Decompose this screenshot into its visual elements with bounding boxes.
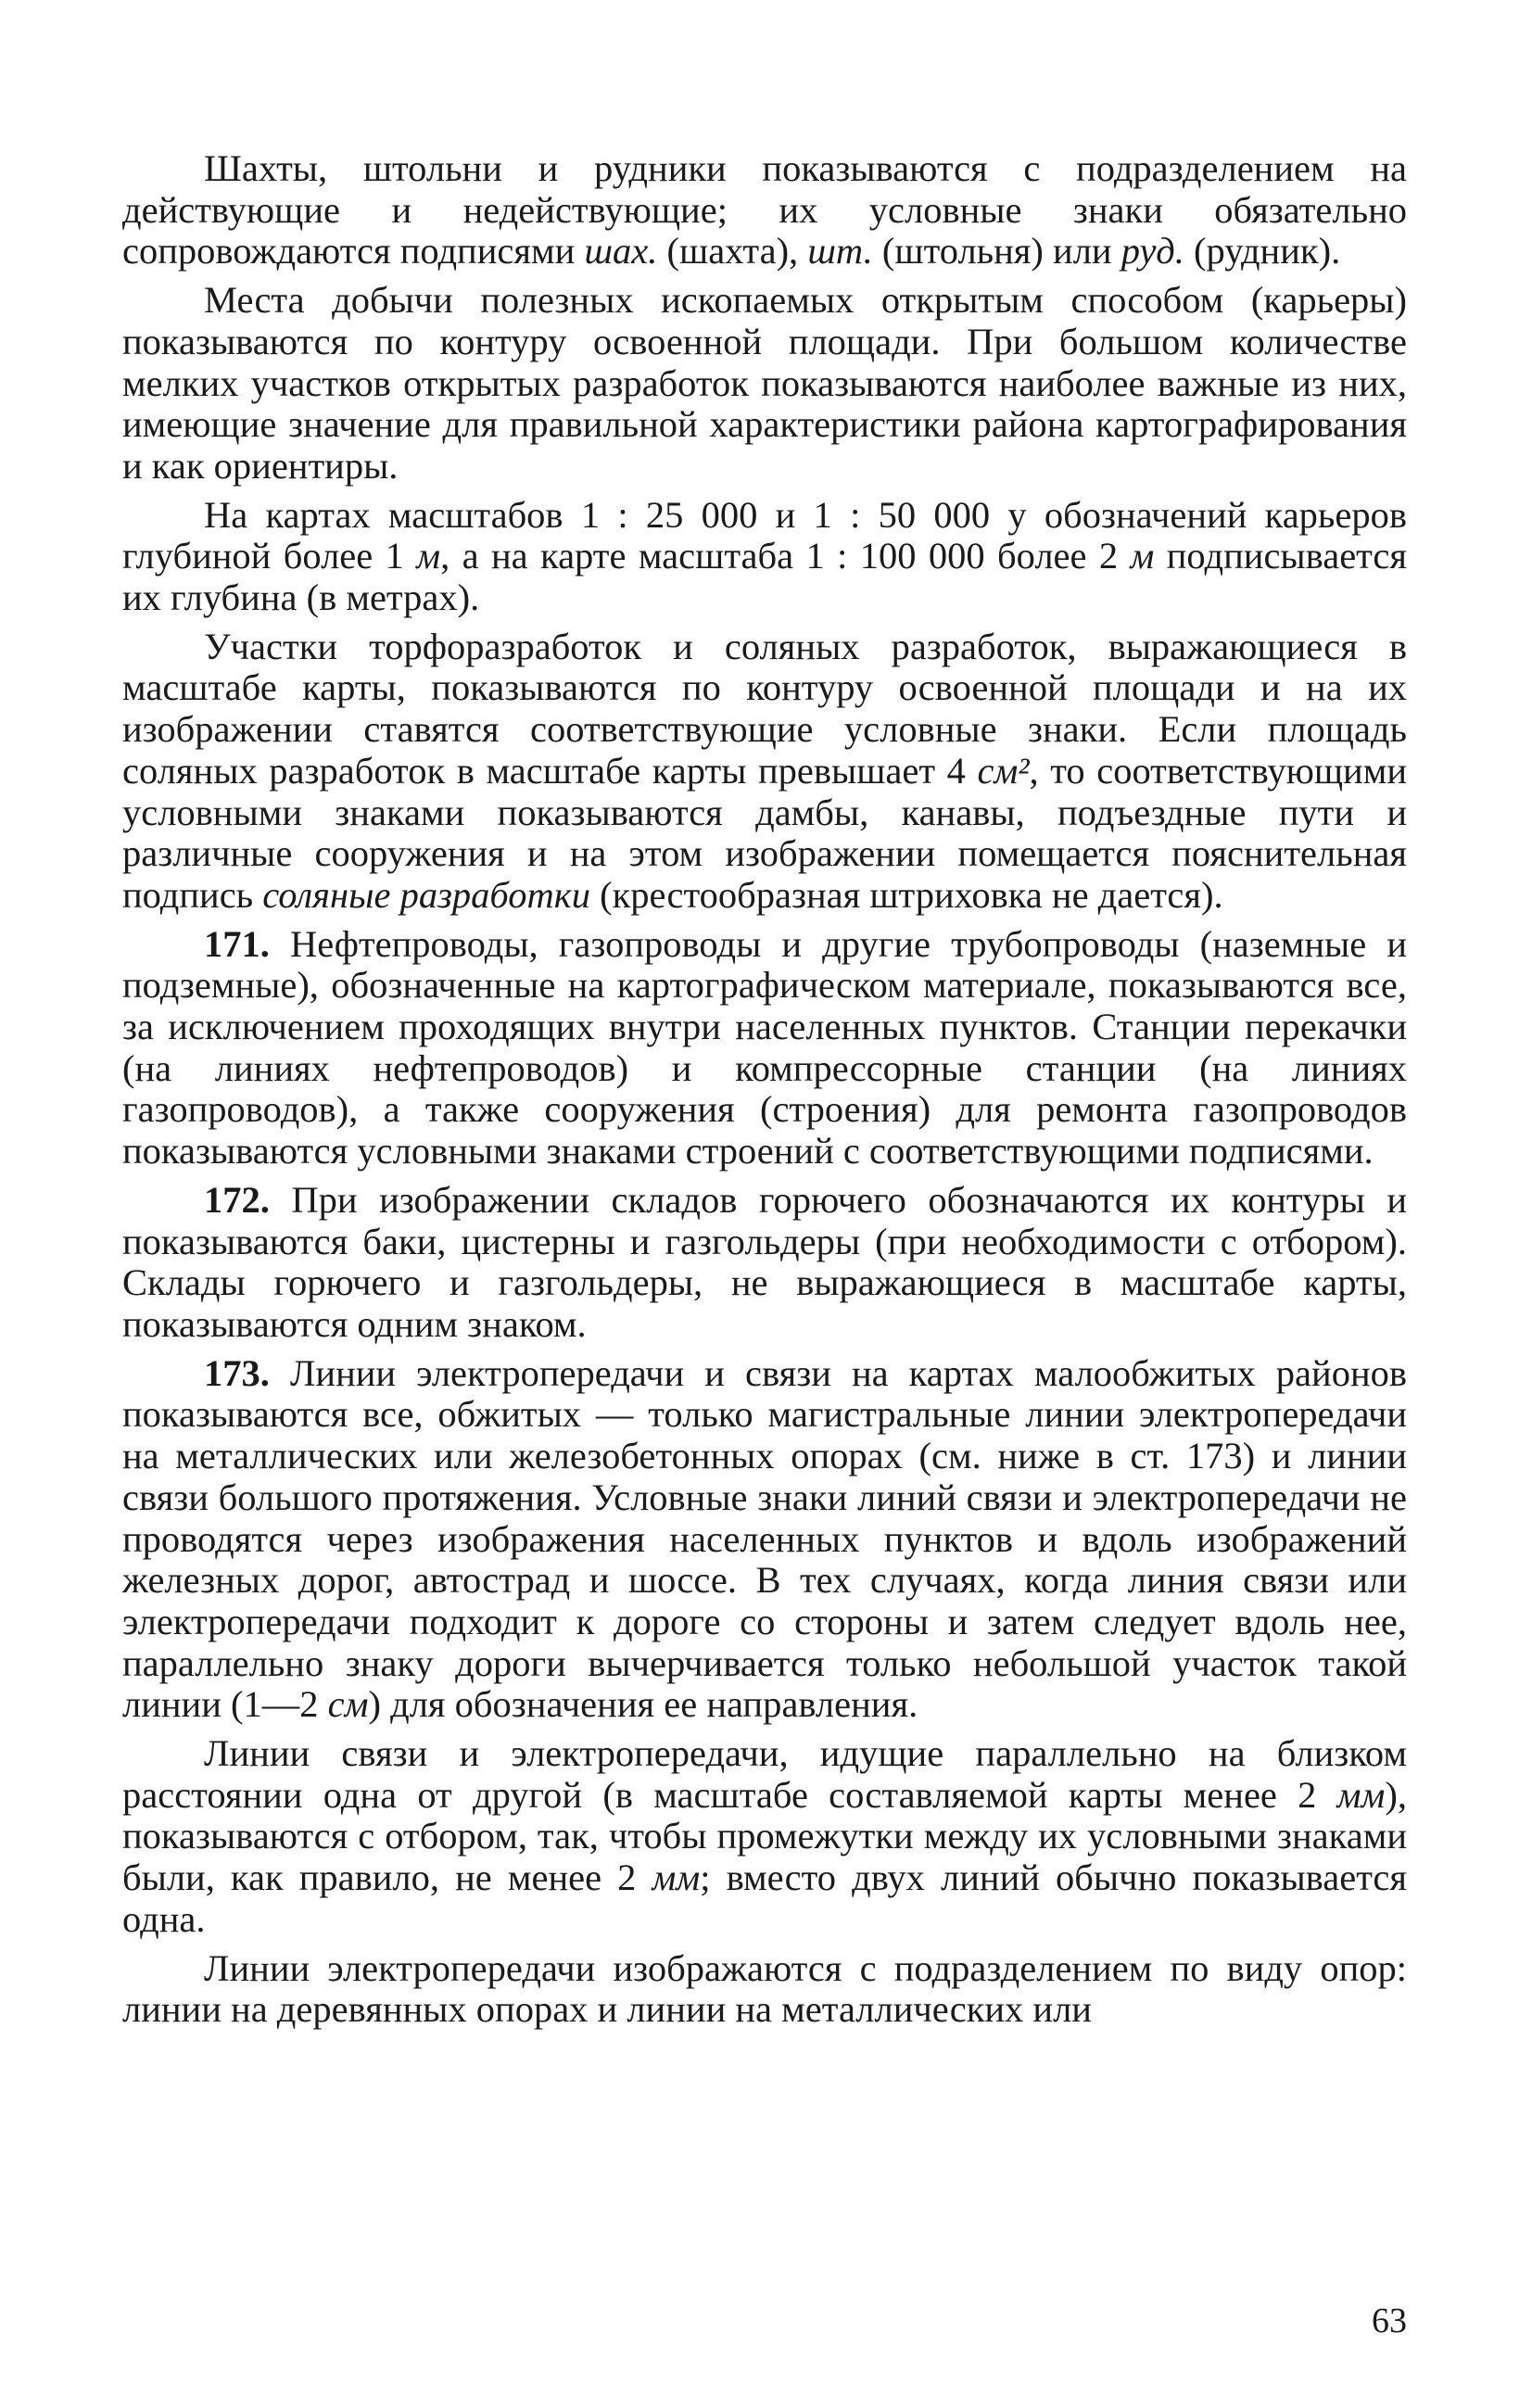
paragraph-parallel-lines xyxy=(122,1733,1407,1941)
text-run: ) для обозначения ее направления. xyxy=(368,1683,918,1726)
paragraph-peat-salt xyxy=(122,627,1407,917)
text-run: подписывается их глубина (в метрах). xyxy=(122,535,1407,619)
text-run: Участки торфоразработок и соляных разработок, выражающиеся в масштабе карты, показываются по контуру освоенной площади и на их изображении ставятся соответствующие условные знаки. Если площадь соляных разработок в масштабе карты превышает 4 xyxy=(122,625,1407,792)
italic-term: мм xyxy=(652,1857,701,1899)
italic-term: соляные разработки xyxy=(262,873,590,916)
text-run: Линии электропередачи изображаются с подразделением по виду опор: линии на деревянных опорах и линии на металлических или xyxy=(122,1946,1407,2031)
paragraph-171-pipelines xyxy=(122,924,1407,1172)
italic-term: м xyxy=(1130,535,1155,577)
text-run: ), показываются с отбором, так, чтобы промежутки между их условными знаками были, как правило, не менее 2 xyxy=(122,1773,1407,1899)
text-run: , то соответствующими условными знаками показываются дамбы, канавы, подъездные пути и различные сооружения и на этом изображении помещается пояснительная подпись xyxy=(122,749,1407,916)
text-run: Места добычи полезных ископаемых открытым способом (карьеры) показываются по контуру освоенной площади. При большом количестве мелких участков открытых разработок показываются наиболее важные из них, имеющие значение для правильной характеристики района картографирования и как ориентиры. xyxy=(122,279,1407,487)
text-run: (штольня) или xyxy=(872,230,1121,272)
paragraph-quarries xyxy=(122,280,1407,488)
text-run: При изображении складов горючего обозначаются их контуры и показываются баки, цистерны и газгольдеры (при необходимости с отбором). Склады горючего и газгольдеры, не выражающиеся в масштабе карты, показываются одним знаком. xyxy=(122,1178,1407,1345)
italic-term: м xyxy=(416,535,441,577)
text-run: Линии электропередачи и связи на картах малообжитых районов показываются все, обжитых — только магистральные линии электропередачи на металлических или железобетонных опорах (см. ниже в ст. 173) и линии связи большого протяжения. Условные знаки линий связи и электропередачи не проводятся через изображения населенных пунктов и вдоль изображений железных дорог, автострад и шоссе. В тех случаях, когда линия связи или электропередачи подходит к дороге со стороны и затем следует вдоль нее, параллельно знаку дороги вычерчивается только небольшой участок такой линии (1—2 xyxy=(122,1351,1407,1726)
paragraph-quarry-depth xyxy=(122,495,1407,619)
text-run: Шахты, штольни и рудники показываются с подразделением на действующие и недействующие; их условные знаки обязательно сопровождаются подписями xyxy=(122,147,1407,272)
italic-term: мм xyxy=(1336,1773,1386,1816)
text-run: Линии связи и электропередачи, идущие параллельно на близком расстоянии одна от другой (в масштабе составляемой карты менее 2 xyxy=(122,1732,1407,1816)
italic-term: шт. xyxy=(807,230,873,272)
paragraph-mines xyxy=(122,148,1407,272)
section-number: 173. xyxy=(204,1351,270,1394)
text-run: На картах масштабов 1 : 25 000 и 1 : 50 000 у обозначений карьеров глубиной более 1 xyxy=(122,493,1407,577)
text-run: , а на карте масштаба 1 : 100 000 более 2 xyxy=(440,535,1131,577)
text-run: (крестообразная штриховка не дается). xyxy=(589,873,1223,916)
italic-term: см xyxy=(327,1683,369,1726)
section-number: 172. xyxy=(204,1178,270,1221)
text-run: ; вместо двух линий обычно показывается одна. xyxy=(122,1857,1407,1940)
italic-term: см² xyxy=(977,749,1030,792)
italic-term: руд. xyxy=(1121,230,1184,272)
section-number: 171. xyxy=(204,922,270,965)
page-body xyxy=(122,148,1407,2038)
paragraph-support-types xyxy=(122,1948,1407,2031)
page-number: 63 xyxy=(1372,2301,1407,2340)
paragraph-173-power-lines xyxy=(122,1353,1407,1726)
text-run: (рудник). xyxy=(1184,230,1341,272)
italic-term: шах. xyxy=(584,230,658,272)
paragraph-172-fuel-depots xyxy=(122,1180,1407,1346)
text-run: Нефтепроводы, газопроводы и другие трубопроводы (наземные и подземные), обозначенные на картографическом материале, показываются все, за исключением проходящих внутри населенных пунктов. Станции перекачки (на линиях нефтепроводов) и компрессорные станции (на линиях газопроводов), а также сооружения (строения) для ремонта газопроводов показываются условными знаками строений с соответствующими подписями. xyxy=(122,922,1407,1172)
text-run: (шахта), xyxy=(657,230,808,272)
